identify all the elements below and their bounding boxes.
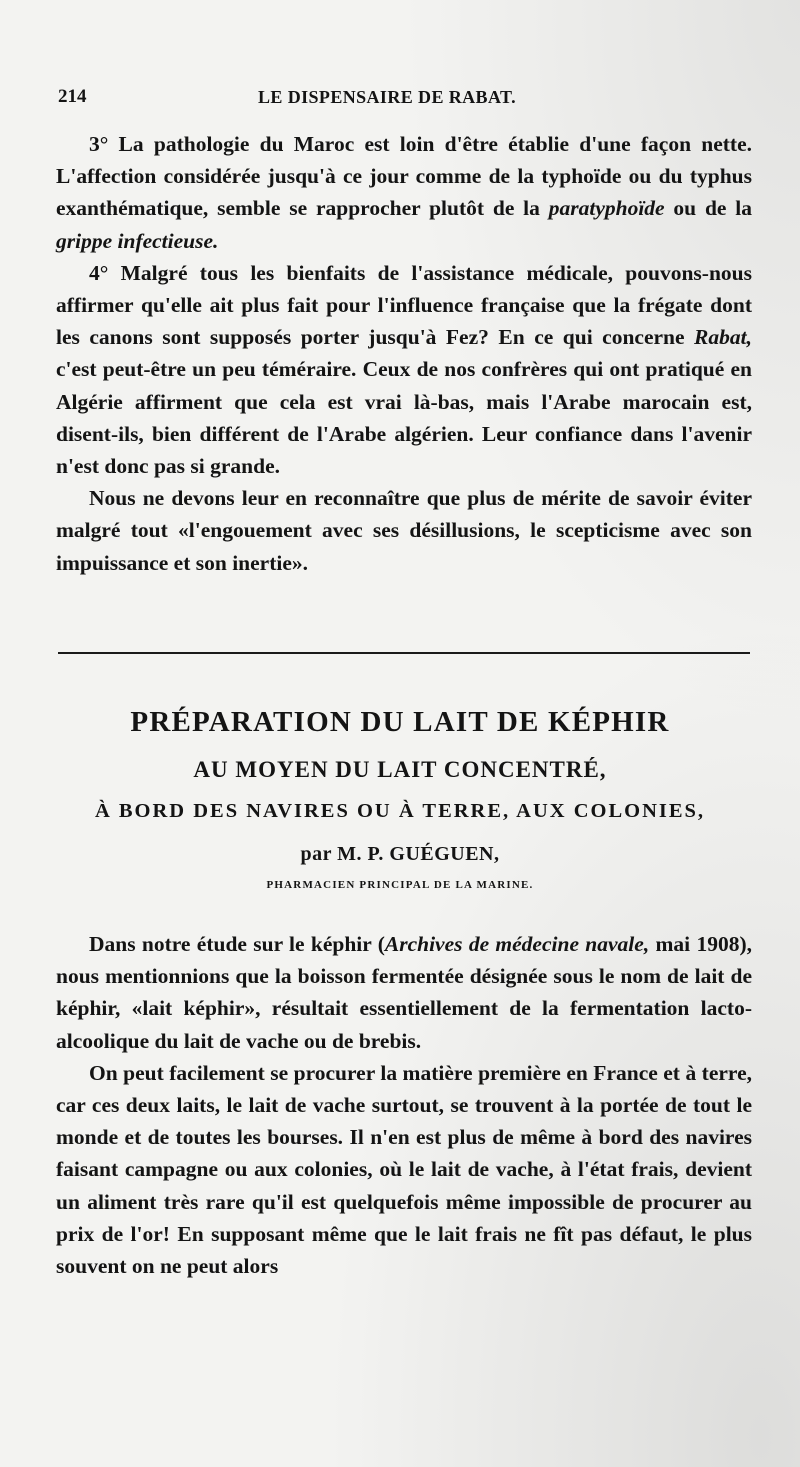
paragraph-text: mai 1908), nous mentionnions que la boisson fermentée désignée sous le nom de lait de képhir, «lait képhir», résultait essentiellement de la fermentation lacto-alcoolique du lait de vache ou de brebis. — [56, 932, 752, 1053]
article-title: PRÉPARATION DU LAIT DE KÉPHIR — [130, 706, 670, 738]
paragraph-text: ou de la — [664, 196, 752, 221]
paragraph-medical-assistance — [56, 257, 752, 482]
paragraph-text: 3° La pathologie du Maroc est loin d'être établie d'une façon nette. L'affection considérée jusqu'à ce jour comme de la typhoïde ou du typhus exanthématique, semble se rapprocher plutôt de la — [56, 132, 752, 221]
paragraph-text: 4° Malgré tous les bienfaits de l'assistance médicale, pouvons-nous affirmer qu'elle ait plus fait pour l'influence française que la frégate dont les canons sont supposés porter jusqu'à Fez? En ce qui concerne — [56, 260, 752, 350]
paragraph-conclusion: Nous ne devons leur en reconnaître que plus de mérite de savoir éviter malgré tout «l'engouement avec ses désillusions, le scepticisme avec son impuissance et son inertie». — [56, 486, 752, 575]
paragraph-pathology — [56, 128, 752, 257]
italic-term: paratyphoïde — [548, 196, 665, 221]
page-header — [58, 86, 752, 116]
running-title: LE DISPENSAIRE DE RABAT. — [258, 87, 516, 107]
paragraph-text: c'est peut-être un peu téméraire. Ceux de nos confrères qui ont pratiqué en Algérie affirment que cela est vrai là-bas, mais l'Arabe marocain est, disent-ils, bien différent de l'Arabe algérien. Leur confiance dans l'avenir n'est donc pas si grande. — [56, 357, 752, 479]
italic-journal: Archives de médecine navale, — [384, 932, 650, 956]
lower-body-text — [56, 928, 752, 1282]
article-subtitle: AU MOYEN DU LAIT CONCENTRÉ, — [193, 757, 607, 782]
paragraph-kephir-study — [56, 928, 752, 1057]
italic-term: grippe infectieuse. — [56, 228, 219, 253]
author-affiliation: PHARMACIEN PRINCIPAL DE LA MARINE. — [266, 879, 534, 891]
article-subtitle-location: À BORD DES NAVIRES OU À TERRE, AUX COLONIES, — [94, 800, 706, 822]
paragraph-text: Dans notre étude sur le képhir ( — [89, 932, 385, 956]
italic-term: Rabat, — [694, 325, 752, 350]
paragraph-milk-supply: On peut facilement se procurer la matière première en France et à terre, car ces deux laits, le lait de vache surtout, se trouvent à la portée de tout le monde et de toutes les bourses. Il n'en est plus de même à bord des navires faisant campagne ou aux colonies, où le lait de vache, à l'état frais, devient un aliment très rare qu'il est quelquefois même impossible de procurer au prix de l'or! En supposant même que le lait frais ne fît pas défaut, le plus souvent on ne peut alors — [56, 1060, 752, 1279]
section-divider — [58, 652, 750, 654]
article-author: par M. P. GUÉGUEN, — [300, 843, 500, 865]
upper-body-text — [56, 128, 752, 579]
page-number: 214 — [58, 86, 87, 107]
